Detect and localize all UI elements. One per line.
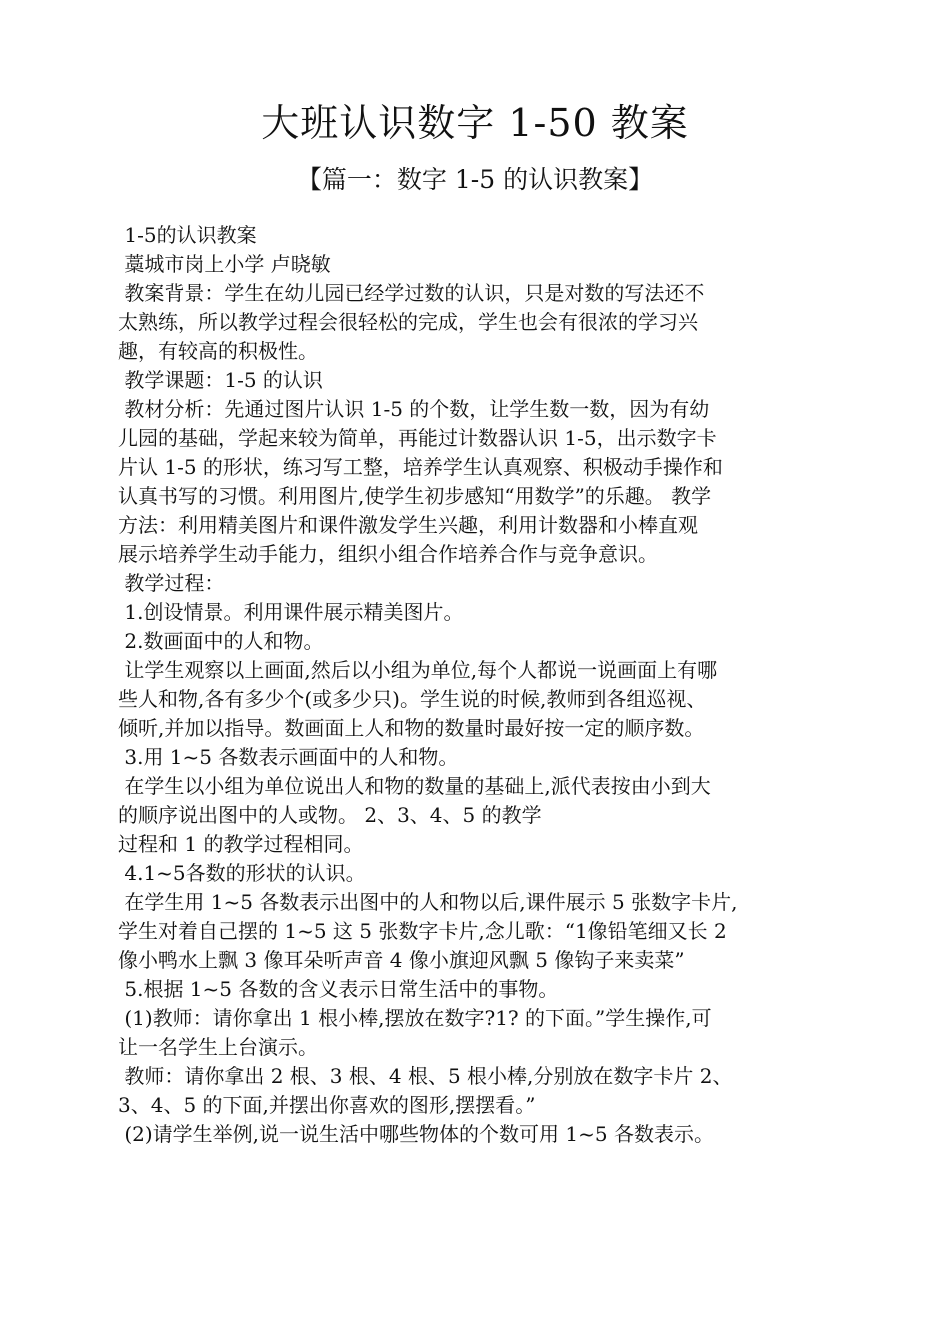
- body-line: 教案背景：学生在幼儿园已经学过数的认识，只是对数的写法还不: [118, 281, 705, 305]
- body-line: 让一名学生上台演示。: [118, 1035, 318, 1059]
- body-line: 3、4、5 的下面,并摆出你喜欢的图形,摆摆看。”: [118, 1093, 536, 1117]
- body-line: 的顺序说出图中的人或物。 2、3、4、5 的教学: [118, 803, 542, 827]
- body-line: 在学生以小组为单位说出人和物的数量的基础上,派代表按由小到大: [118, 774, 711, 798]
- body-line: 1.创设情景。利用课件展示精美图片。: [118, 600, 464, 624]
- body-line: 在学生用 1~5 各数表示出图中的人和物以后,课件展示 5 张数字卡片,: [118, 890, 738, 914]
- body-line: 像小鸭水上飘 3 像耳朵听声音 4 像小旗迎风飘 5 像钩子来卖菜”: [118, 948, 685, 972]
- body-line: 展示培养学生动手能力，组织小组合作培养合作与竞争意识。: [118, 542, 658, 566]
- body-line: 过程和 1 的教学过程相同。: [118, 832, 364, 856]
- body-line: 2.数画面中的人和物。: [118, 629, 324, 653]
- body-line: (2)请学生举例,说一说生活中哪些物体的个数可用 1~5 各数表示。: [118, 1122, 714, 1146]
- body-line: 3.用 1~5 各数表示画面中的人和物。: [118, 745, 459, 769]
- body-line: 教学过程：: [118, 571, 225, 595]
- body-line: 太熟练，所以教学过程会很轻松的完成，学生也会有很浓的学习兴: [118, 310, 698, 334]
- body-line: 教师：请你拿出 2 根、3 根、4 根、5 根小棒,分别放在数字卡片 2、: [118, 1064, 733, 1088]
- body-line: 些人和物,各有多少个(或多少只)。学生说的时候,教师到各组巡视、: [118, 687, 707, 711]
- body-line: 片认 1-5 的形状，练习写工整，培养学生认真观察、积极动手操作和: [118, 455, 723, 479]
- body-line: 儿园的基础，学起来较为简单，再能过计数器认识 1-5，出示数字卡: [118, 426, 717, 450]
- body-line: 认真书写的习惯。利用图片,使学生初步感知“用数学”的乐趣。 教学: [118, 484, 712, 508]
- body-line: 趣，有较高的积极性。: [118, 339, 318, 363]
- body-line: 5.根据 1~5 各数的含义表示日常生活中的事物。: [118, 977, 559, 1001]
- body-line: 方法：利用精美图片和课件激发学生兴趣，利用计数器和小棒直观: [118, 513, 698, 537]
- body-line: 让学生观察以上画面,然后以小组为单位,每个人都说一说画面上有哪: [118, 658, 718, 682]
- body-line: 学生对着自己摆的 1~5 这 5 张数字卡片,念儿歌：“1像铅笔细又长 2: [118, 919, 727, 943]
- document-body: [118, 221, 838, 1149]
- document-subtitle: 【篇一：数字 1-5 的认识教案】: [296, 165, 654, 194]
- body-line: 4.1~5各数的形状的认识。: [118, 861, 366, 885]
- document-title: 大班认识数字 1-50 教案: [261, 101, 689, 145]
- body-line: (1)教师：请你拿出 1 根小棒,摆放在数字?1? 的下面。”学生操作,可: [118, 1006, 712, 1030]
- body-line: 藁城市岗上小学 卢晓敏: [118, 252, 331, 276]
- body-line: 教学课题：1-5 的认识: [118, 368, 323, 392]
- body-line: 倾听,并加以指导。数画面上人和物的数量时最好按一定的顺序数。: [118, 716, 705, 740]
- body-line: 1-5的认识教案: [118, 223, 257, 247]
- body-line: 教材分析：先通过图片认识 1-5 的个数，让学生数一数，因为有幼: [118, 397, 710, 421]
